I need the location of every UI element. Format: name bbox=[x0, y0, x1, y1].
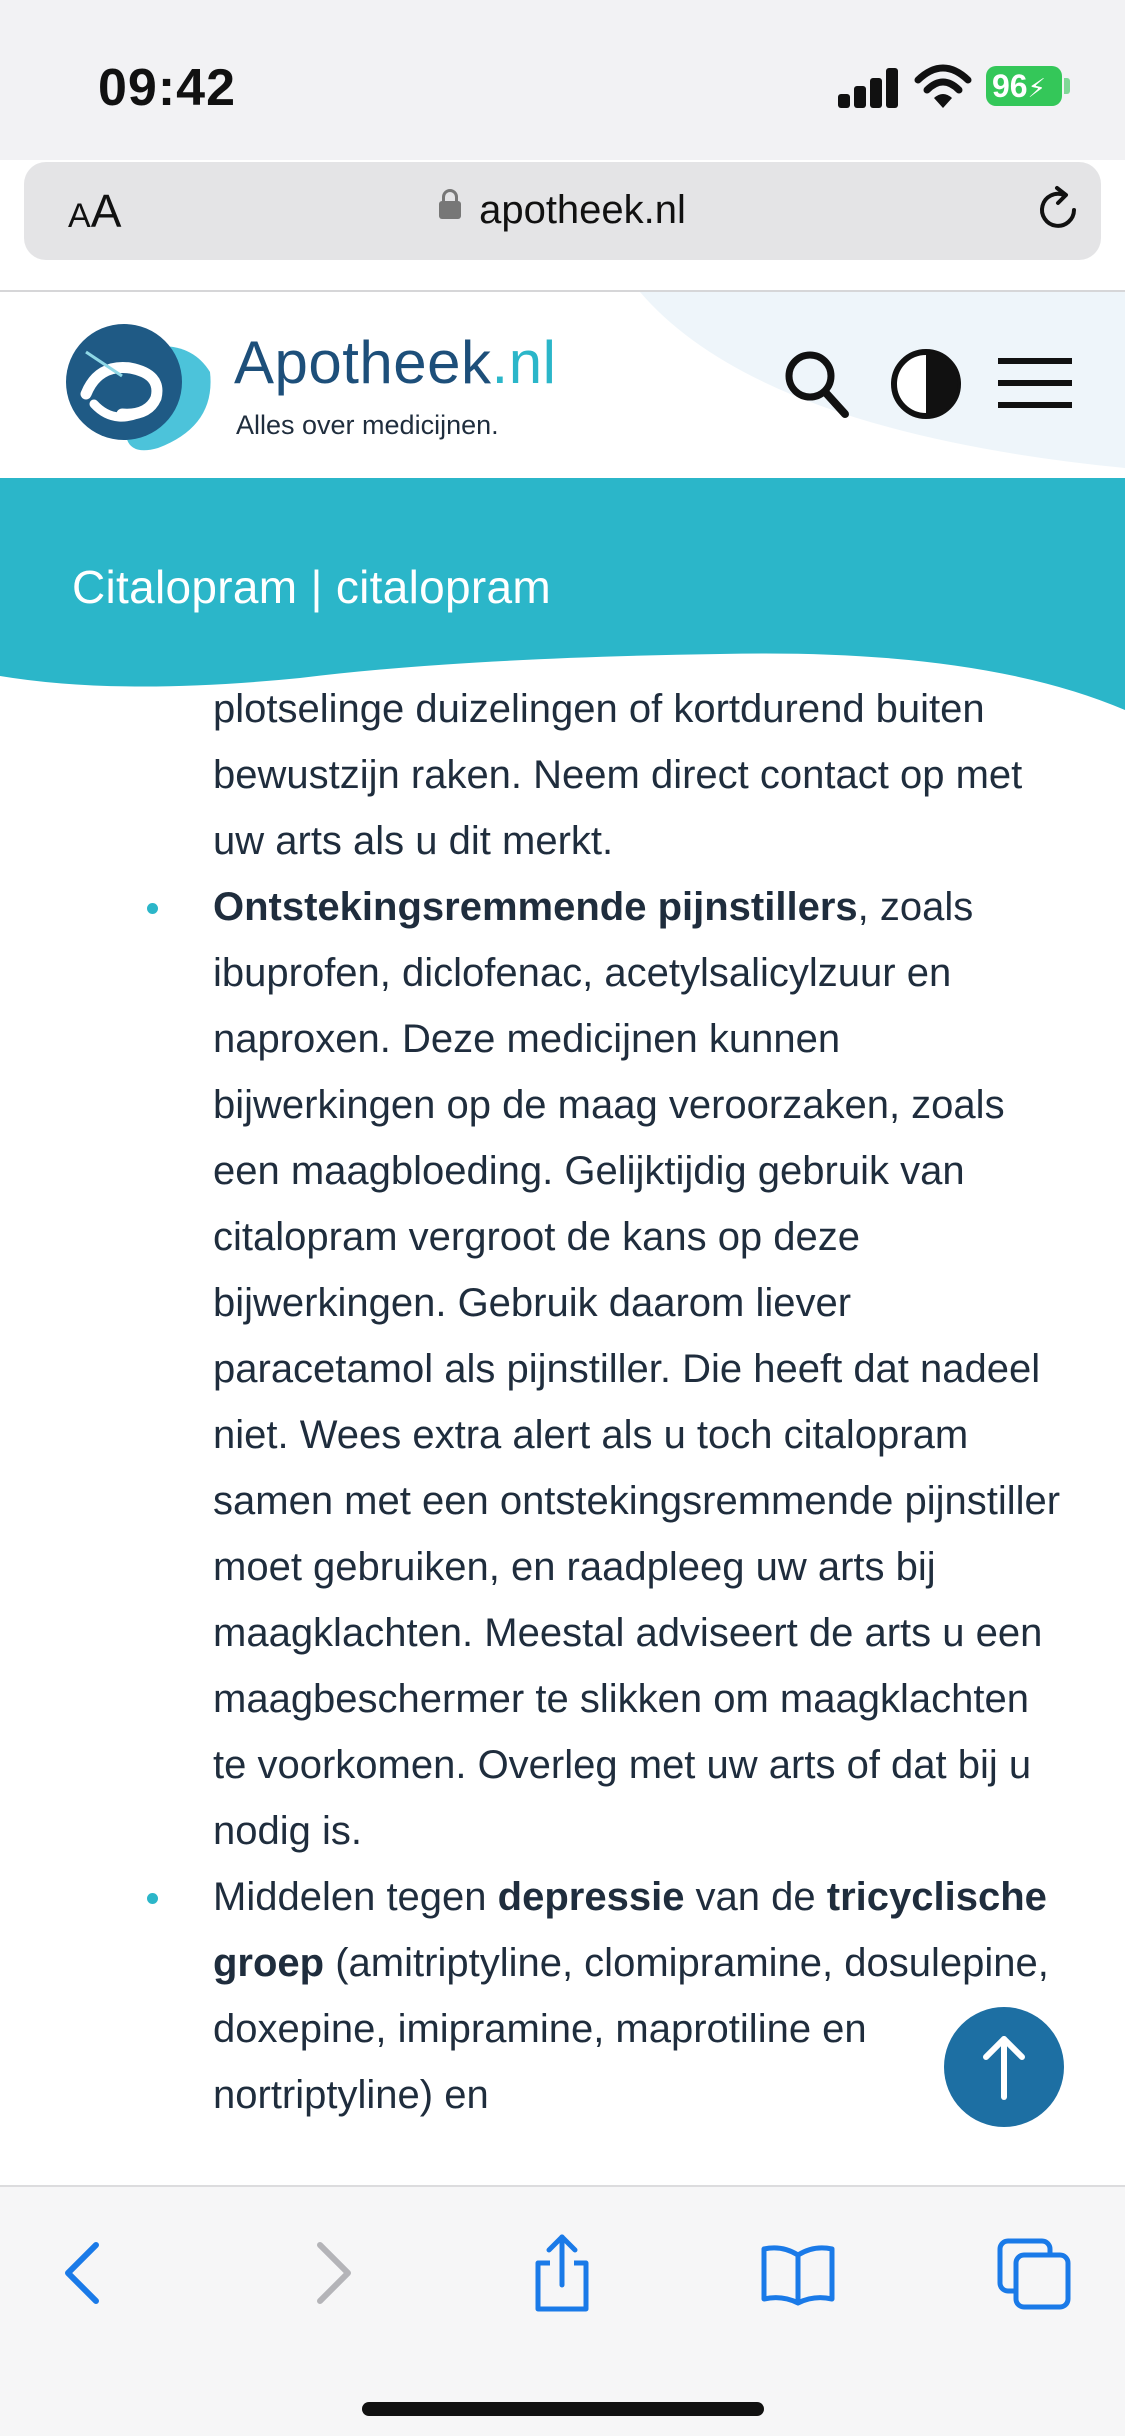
logo-mark[interactable] bbox=[38, 316, 218, 456]
site-tagline: Alles over medicijnen. bbox=[236, 410, 499, 440]
url-display[interactable] bbox=[24, 188, 1101, 233]
bullet-strong: tricyclische groep bbox=[213, 1875, 1047, 1985]
page-title: Citalopram | citalopram bbox=[72, 561, 552, 613]
home-indicator[interactable] bbox=[362, 2402, 764, 2416]
bullet-text: , zoals ibuprofen, diclofenac, acetylsalicylzuur en naproxen. Deze medicijnen kunnen bijwerkingen op de maag veroorzaken, zoals een maagbloeding. Gelijktijdig gebruik van citalopram vergroot de kans op deze bijwerkingen. Gebruik daarom liever paracetamol als pijnstiller. Die heeft dat nadeel niet. Wees extra alert als u toch citalopram samen met een ontstekingsremmende pijnstiller moet gebruiken, en raadpleeg uw arts bij maagklachten. Meestal adviseert de arts u een maagbeschermer te slikken om maagklachten te voorkomen. Overleg met uw arts of dat bij u nodig is. bbox=[213, 885, 1061, 1853]
battery-icon: 96⚡ bbox=[986, 66, 1062, 106]
share-icon[interactable] bbox=[522, 2233, 602, 2313]
bullet-strong: depressie bbox=[497, 1875, 685, 1919]
title-band bbox=[0, 478, 1125, 718]
site-header bbox=[0, 292, 1125, 478]
reload-icon[interactable] bbox=[1030, 182, 1086, 238]
bullet-dot bbox=[147, 903, 158, 914]
signal-icon bbox=[838, 68, 900, 108]
search-icon[interactable] bbox=[780, 346, 852, 422]
battery-tip bbox=[1064, 78, 1070, 94]
menu-icon[interactable] bbox=[998, 354, 1072, 412]
bullet-dot bbox=[147, 1893, 158, 1904]
scroll-top-button[interactable] bbox=[944, 2007, 1064, 2127]
battery-level: 96 bbox=[992, 68, 1028, 104]
arrow-up-icon bbox=[944, 2007, 1064, 2127]
reader-text-size-button[interactable]: AA bbox=[68, 185, 122, 237]
tabs-icon[interactable] bbox=[994, 2233, 1074, 2313]
chevron-right-icon[interactable] bbox=[290, 2233, 370, 2313]
list-item bbox=[213, 874, 1063, 1864]
url-text: apotheek.nl bbox=[479, 188, 686, 232]
list-item: Middelen tegen depressie van de tricyclische groep (amitriptyline, clomipramine, dosulepine, doxepine, imipramine, maprotiline en nortriptyline) en bbox=[213, 1864, 1063, 2128]
site-logo-text[interactable]: Apotheek.nl bbox=[234, 329, 557, 396]
address-bar[interactable] bbox=[24, 162, 1101, 260]
book-icon[interactable] bbox=[758, 2233, 838, 2313]
status-time: 09:42 bbox=[98, 59, 236, 117]
article-content bbox=[0, 650, 1125, 2185]
intro-paragraph: plotselinge duizelingen of kortdurend buiten bewustzijn raken. Neem direct contact op met uw arts als u dit merkt. bbox=[213, 687, 1023, 863]
contrast-icon[interactable] bbox=[888, 346, 964, 422]
lock-icon bbox=[439, 199, 461, 225]
chevron-left-icon[interactable] bbox=[46, 2233, 126, 2313]
browser-toolbar bbox=[0, 2185, 1125, 2436]
status-bar bbox=[0, 0, 1125, 160]
bullet-strong: Ontstekingsremmende pijnstillers bbox=[213, 885, 858, 929]
wifi-icon bbox=[914, 62, 972, 110]
